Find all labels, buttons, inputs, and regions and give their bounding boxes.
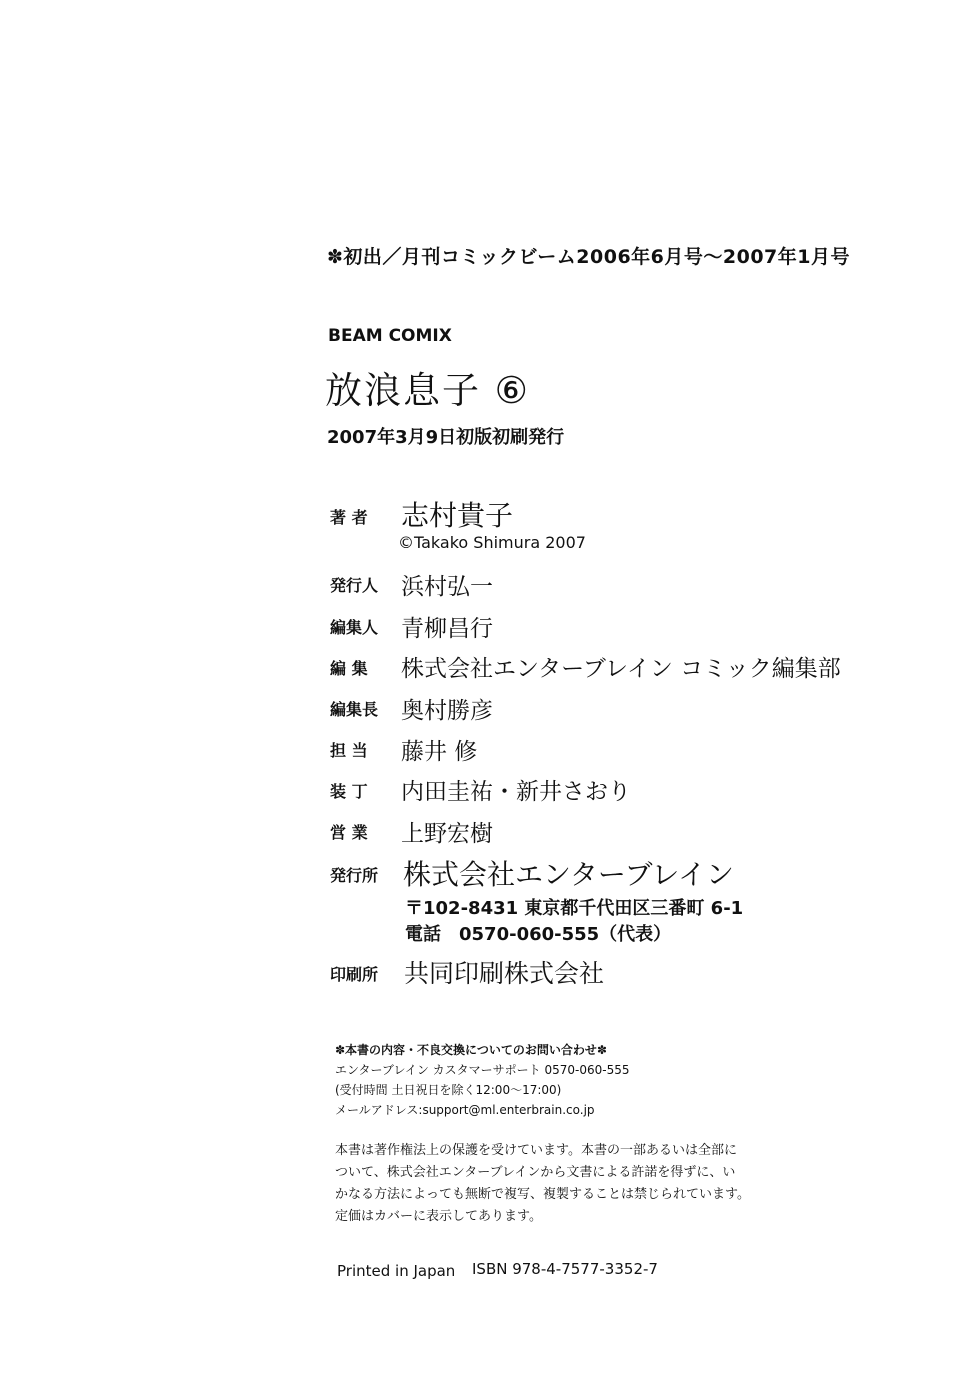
isbn: ISBN 978-4-7577-3352-7	[472, 1260, 658, 1278]
contact-notice-line: ✽本書の内容・不良交換についてのお問い合わせ✽	[335, 1043, 607, 1057]
contact-notice	[335, 1040, 629, 1120]
author-label: 著 者	[330, 508, 368, 527]
publisher-phone: 電話 0570-060-555（代表）	[405, 924, 672, 945]
publish-date: 2007年3月9日初版初刷発行	[327, 427, 565, 448]
publisher-person-name: 浜村弘一	[401, 574, 493, 600]
editing-value: 株式会社エンターブレイン コミック編集部	[401, 656, 841, 682]
imprint-label: BEAM COMIX	[328, 326, 452, 346]
publisher-person-label: 発行人	[330, 576, 379, 595]
contact-notice-line: エンターブレイン カスタマーサポート 0570-060-555	[335, 1063, 630, 1077]
book-title: 放浪息子 ⑥	[325, 369, 530, 412]
printer-name: 共同印刷株式会社	[404, 959, 605, 988]
editor-in-chief-label: 編集長	[330, 700, 379, 719]
publisher-address: 〒102-8431 東京都千代田区三番町 6-1	[405, 898, 744, 919]
printer-label: 印刷所	[330, 965, 379, 984]
editor-person-label: 編集人	[330, 618, 379, 637]
contact-notice-line: (受付時間 土日祝日を除く12:00～17:00)	[335, 1083, 562, 1097]
editor-person-name: 青柳昌行	[401, 616, 493, 642]
copyright-line: ©Takako Shimura 2007	[398, 533, 586, 552]
legal-notice-line: 本書は著作権法上の保護を受けています。本書の一部あるいは全部に	[335, 1143, 737, 1158]
legal-notice	[335, 1140, 750, 1228]
legal-notice-line: 定価はカバーに表示してあります。	[335, 1209, 542, 1224]
in-charge-name: 藤井 修	[401, 739, 478, 765]
author-name: 志村貴子	[401, 499, 514, 532]
printed-in: Printed in Japan	[337, 1262, 456, 1280]
legal-notice-line: かなる方法によっても無断で複写、複製することは禁じられています。	[335, 1187, 750, 1202]
sales-name: 上野宏樹	[401, 821, 493, 847]
legal-notice-line: ついて、株式会社エンターブレインから文書による許諾を得ずに、い	[335, 1165, 736, 1180]
publisher-label: 発行所	[330, 866, 379, 885]
in-charge-label: 担 当	[330, 741, 368, 760]
contact-notice-line: メールアドレス:support@ml.enterbrain.co.jp	[335, 1103, 595, 1117]
design-names: 内田圭祐・新井さおり	[401, 779, 631, 805]
publisher-name: 株式会社エンターブレイン	[403, 858, 734, 891]
sales-label: 営 業	[330, 823, 368, 842]
editor-in-chief-name: 奥村勝彦	[401, 698, 493, 724]
design-label: 装 丁	[330, 782, 368, 801]
editing-label: 編 集	[330, 659, 368, 678]
first-publication-note: ✽初出／月刊コミックビーム2006年6月号～2007年1月号	[327, 246, 850, 268]
